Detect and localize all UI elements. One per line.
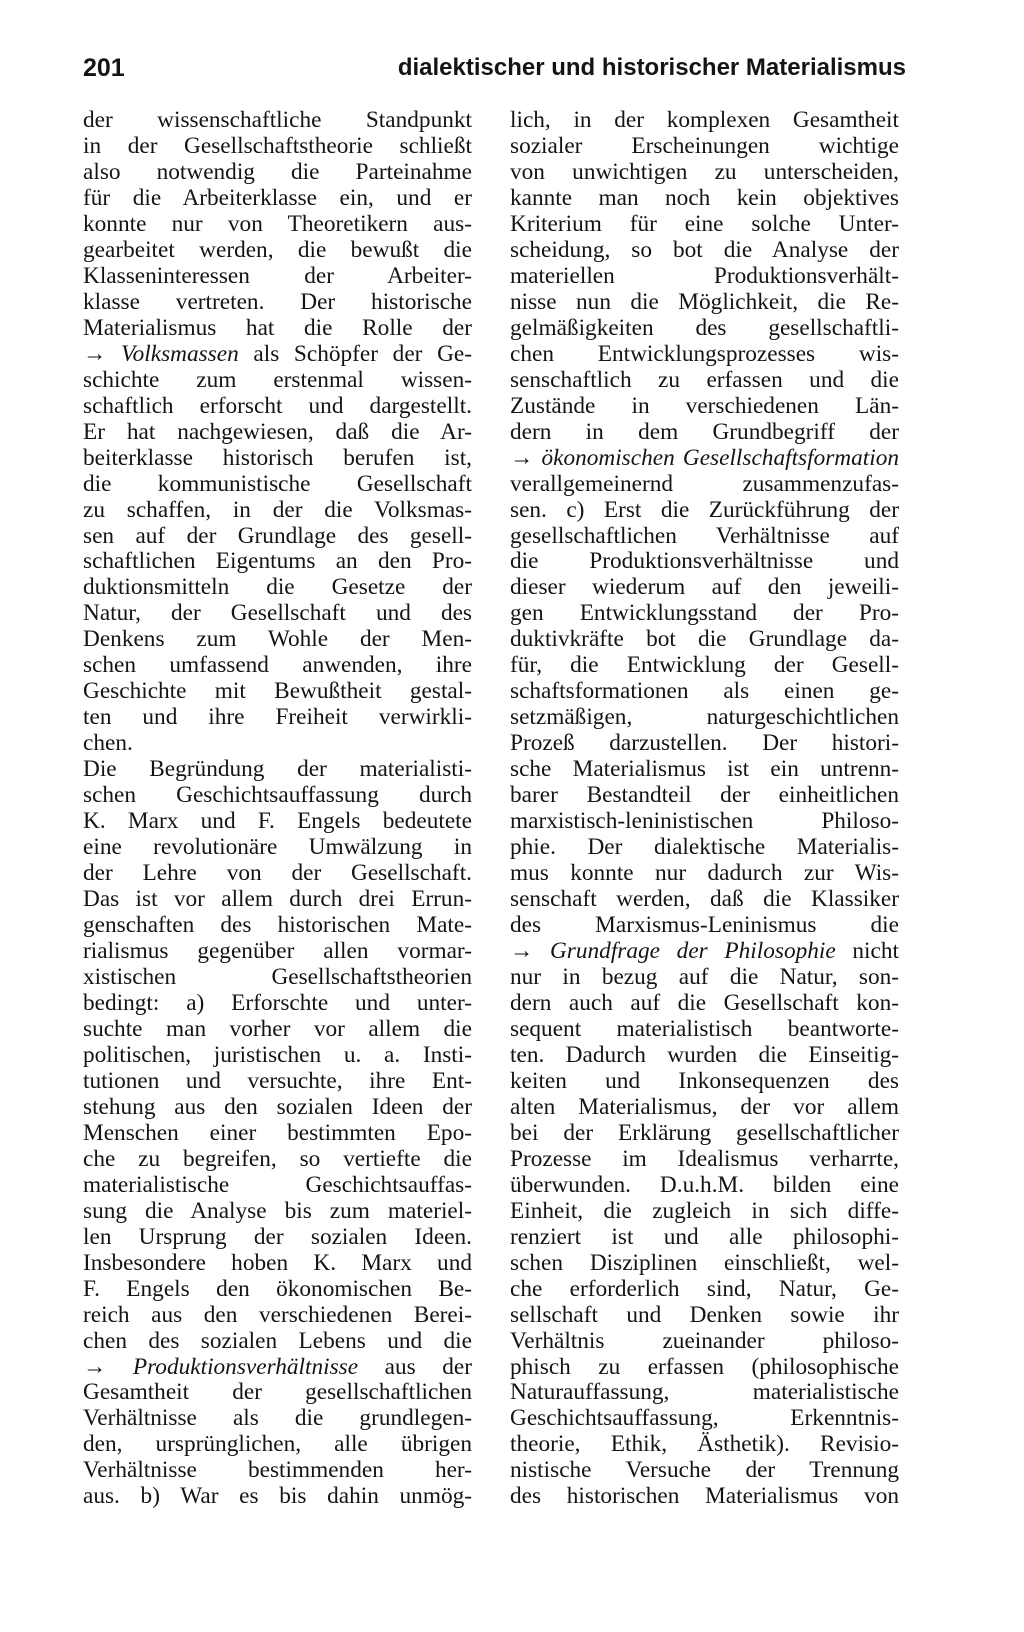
text-line: also notwendig die Parteinahme [83, 158, 472, 185]
text-line: duktionsmitteln die Gesetze der [83, 574, 472, 601]
text-line: Geschichtsauffassung, Erkenntnis- [510, 1405, 899, 1432]
text-line: Materialismus hat die Rolle der [83, 314, 472, 341]
text-line: gesellschaftlichen Verhältnisse auf [510, 522, 899, 549]
text-line: mus konnte nur dadurch zur Wis- [510, 860, 899, 887]
text-line: schaftlichen Eigentums an den Pro- [83, 548, 472, 575]
left-text-column [83, 108, 472, 1510]
text-line: Prozesse im Idealismus verharrte, [510, 1145, 899, 1172]
text-line: Kriterium für eine solche Unter- [510, 210, 899, 237]
text-line: Naturauffassung, materialistische [510, 1379, 899, 1406]
text-line: Er hat nachgewiesen, daß die Ar- [83, 418, 472, 445]
text-line: die kommunistische Gesellschaft [83, 470, 472, 497]
text-line: verallgemeinernd zusammenzufas- [510, 470, 899, 497]
text-line: nistische Versuche der Trennung [510, 1457, 899, 1484]
text-line: in der Gesellschaftstheorie schließt [83, 132, 472, 159]
text-line: reich aus den verschiedenen Berei- [83, 1301, 472, 1328]
text-line: chen. [83, 730, 133, 757]
text-line: K. Marx und F. Engels bedeutete [83, 808, 472, 835]
text-line: Verhältnisse als die grundlegen- [83, 1405, 472, 1432]
text-line: schaftlich erforscht und dargestellt. [83, 392, 472, 419]
text-line: senschaftlich zu erfassen und die [510, 366, 899, 393]
text-line: suchte man vorher vor allem die [83, 1015, 472, 1042]
text-line: phisch zu erfassen (philosophische [510, 1353, 899, 1380]
text-line: materialistische Geschichtsauffas- [83, 1171, 472, 1198]
xref-arrow: → [83, 1353, 133, 1380]
text-line: F. Engels den ökonomischen Be- [83, 1275, 472, 1302]
text-line: Zustände in verschiedenen Län- [510, 392, 899, 419]
text-line: Prozeß darzustellen. Der histori- [510, 730, 899, 757]
text-line: duktivkräfte bot die Grundlage da- [510, 626, 899, 653]
text-line [510, 446, 899, 472]
text-line: sen auf der Grundlage des gesell- [83, 522, 472, 549]
text-line: gelmäßigkeiten des gesellschaftli- [510, 314, 899, 341]
xref-arrow: → [83, 340, 121, 367]
text-line: sequent materialistisch beantworte- [510, 1015, 899, 1042]
text-line: lich, in der komplexen Gesamtheit [510, 107, 899, 133]
cross-reference: Grundfrage der Philosophie [549, 938, 836, 964]
cross-reference: Produktionsverhältnisse [132, 1353, 359, 1380]
text-line: schen umfassend anwenden, ihre [83, 652, 472, 679]
text-line: che erforderlich sind, Natur, Ge- [510, 1275, 899, 1302]
text-line: schen Disziplinen einschließt, wel- [510, 1249, 899, 1276]
text-line: ten und ihre Freiheit verwirkli- [83, 704, 472, 731]
text-line: aus. b) War es bis dahin unmög- [83, 1483, 472, 1510]
text-line: schen Geschichtsauffassung durch [83, 782, 472, 809]
text-line: Die Begründung der materialisti- [83, 756, 472, 783]
text-line: gearbeitet werden, die bewußt die [83, 236, 472, 263]
text-line: dern auch auf die Gesellschaft kon- [510, 989, 899, 1016]
text-line: Einheit, die zugleich in sich diffe- [510, 1197, 899, 1224]
text-line: chen Entwicklungsprozesses wis- [510, 340, 899, 367]
text-line: bei der Erklärung gesellschaftlicher [510, 1119, 899, 1146]
text-line: renziert ist und alle philosophi- [510, 1223, 899, 1250]
text-line: Das ist vor allem durch drei Errun- [83, 886, 472, 913]
text-line: schichte zum erstenmal wissen- [83, 366, 472, 393]
text-line: konnte nur von Theoretikern aus- [83, 210, 472, 237]
text-line: dieser wiederum auf den jeweili- [510, 574, 899, 601]
text-line: bedingt: a) Erforschte und unter- [83, 989, 472, 1016]
text-line: für, die Entwicklung der Gesell- [510, 652, 899, 679]
cross-reference: ökonomischen Gesellschaftsformation [541, 444, 900, 471]
page-header [83, 54, 906, 90]
text-line: den, ursprünglichen, alle übrigen [83, 1431, 472, 1458]
xref-arrow: → [510, 444, 542, 471]
text-line: für die Arbeiterklasse ein, und er [83, 184, 472, 211]
text-line: kannte man noch kein objektives [510, 184, 899, 211]
text-line: barer Bestandteil der einheitlichen [510, 782, 899, 809]
text-line: Verhältnisse bestimmenden her- [83, 1457, 472, 1484]
text-line: ten. Dadurch wurden die Einseitig- [510, 1041, 899, 1068]
line-text: nicht [835, 938, 899, 964]
text-line: Denkens zum Wohle der Men- [83, 626, 472, 653]
text-line: xistischen Gesellschaftstheorien [83, 963, 472, 990]
text-line: des historischen Materialismus von [510, 1483, 899, 1510]
text-line: che zu begreifen, so vertiefte die [83, 1145, 472, 1172]
text-line: zu schaffen, in der die Volksmas- [83, 496, 472, 523]
text-line: chen des sozialen Lebens und die [83, 1327, 472, 1354]
line-text: als Schöpfer der Ge- [238, 340, 472, 367]
text-line: sung die Analyse bis zum materiel- [83, 1197, 472, 1224]
text-line: Gesamtheit der gesellschaftlichen [83, 1379, 472, 1406]
text-line: eine revolutionäre Umwälzung in [83, 834, 472, 861]
text-line: Insbesondere hoben K. Marx und [83, 1249, 472, 1276]
text-line: materiellen Produktionsverhält- [510, 262, 899, 289]
text-line: politischen, juristischen u. a. Insti- [83, 1041, 472, 1068]
right-text-column [510, 108, 899, 1510]
text-line: nisse nun die Möglichkeit, die Re- [510, 288, 899, 315]
text-line: senschaft werden, daß die Klassiker [510, 886, 899, 913]
text-line: Klasseninteressen der Arbeiter- [83, 262, 472, 289]
text-line: stehung aus den sozialen Ideen der [83, 1093, 472, 1120]
text-line: die Produktionsverhältnisse und [510, 548, 899, 575]
text-line: marxistisch-leninistischen Philoso- [510, 808, 899, 835]
text-line: dern in dem Grundbegriff der [510, 418, 899, 445]
text-line: der wissenschaftliche Standpunkt [83, 107, 472, 133]
text-line [83, 342, 472, 368]
text-line [510, 939, 899, 965]
text-line: len Ursprung der sozialen Ideen. [83, 1223, 472, 1250]
text-line: Geschichte mit Bewußtheit gestal- [83, 678, 472, 705]
text-line: gen Entwicklungsstand der Pro- [510, 600, 899, 627]
text-line: beiterklasse historisch berufen ist, [83, 444, 472, 471]
text-line: phie. Der dialektische Materialis- [510, 834, 899, 861]
text-line: klasse vertreten. Der historische [83, 288, 472, 315]
cross-reference: Volksmassen [120, 340, 239, 367]
text-line: theorie, Ethik, Ästhetik). Revisio- [510, 1431, 899, 1458]
text-line: des Marxismus-Leninismus die [510, 912, 899, 939]
line-text: aus der [358, 1353, 473, 1380]
text-line: überwunden. D.u.h.M. bilden eine [510, 1171, 899, 1198]
text-line: von unwichtigen zu unterscheiden, [510, 158, 899, 185]
text-line [83, 1355, 472, 1381]
text-line: der Lehre von der Gesellschaft. [83, 860, 472, 887]
text-line: Menschen einer bestimmten Epo- [83, 1119, 472, 1146]
running-head: dialektischer und historischer Materialismus [397, 54, 906, 81]
text-line: alten Materialismus, der vor allem [510, 1093, 899, 1120]
text-line: sche Materialismus ist ein untrenn- [510, 756, 899, 783]
text-line: sellschaft und Denken sowie ihr [510, 1301, 899, 1328]
text-line: tutionen und versuchte, ihre Ent- [83, 1067, 472, 1094]
page-number: 201 [83, 54, 125, 82]
text-line: nur in bezug auf die Natur, son- [510, 963, 899, 990]
text-line: Verhältnis zueinander philoso- [510, 1327, 899, 1354]
text-line: genschaften des historischen Mate- [83, 912, 472, 939]
text-line: sozialer Erscheinungen wichtige [510, 132, 899, 159]
text-line: sen. c) Erst die Zurückführung der [510, 496, 899, 523]
text-line: Natur, der Gesellschaft und des [83, 600, 472, 627]
text-line: keiten und Inkonsequenzen des [510, 1067, 899, 1094]
text-line: setzmäßigen, naturgeschichtlichen [510, 704, 899, 731]
text-line: schaftsformationen als einen ge- [510, 678, 899, 705]
text-line: rialismus gegenüber allen vormar- [83, 938, 472, 964]
text-line: scheidung, so bot die Analyse der [510, 236, 899, 263]
xref-arrow: → [510, 938, 550, 964]
